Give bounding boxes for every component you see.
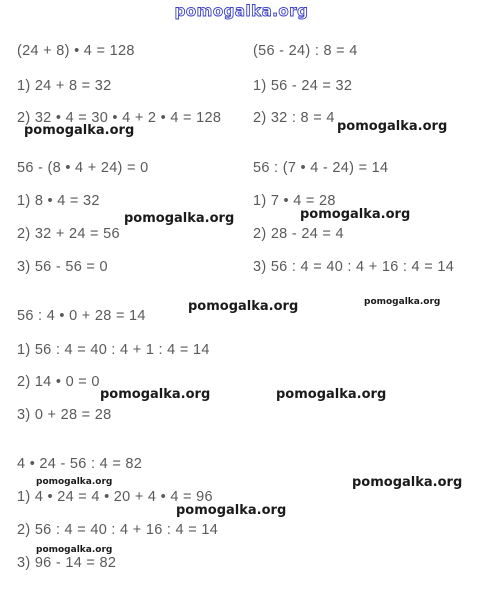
step-a-2: 2) 32 • 4 = 30 • 4 + 2 • 4 = 128 bbox=[17, 110, 222, 126]
expression-a: (24 + 8) • 4 = 128 bbox=[17, 43, 135, 59]
step-e-1: 1) 56 : 4 = 40 : 4 + 1 : 4 = 14 bbox=[17, 342, 210, 358]
watermark: pomogalka.org bbox=[176, 503, 287, 518]
watermark: pomogalka.org bbox=[188, 299, 299, 314]
expression-e: 56 : 4 • 0 + 28 = 14 bbox=[17, 308, 146, 324]
step-d-2: 2) 28 - 24 = 4 bbox=[253, 226, 344, 242]
step-f-1: 1) 4 • 24 = 4 • 20 + 4 • 4 = 96 bbox=[17, 489, 213, 505]
watermark: pomogalka.org bbox=[36, 477, 113, 487]
step-c-1: 1) 8 • 4 = 32 bbox=[17, 193, 100, 209]
step-d-3: 3) 56 : 4 = 40 : 4 + 16 : 4 = 14 bbox=[253, 259, 455, 275]
watermark: pomogalka.org bbox=[124, 211, 235, 226]
watermark: pomogalka.org bbox=[24, 123, 135, 138]
expression-f: 4 • 24 - 56 : 4 = 82 bbox=[17, 456, 143, 472]
watermark: pomogalka.org bbox=[300, 207, 411, 222]
step-c-2: 2) 32 + 24 = 56 bbox=[17, 226, 120, 242]
site-header: pomogalka.org bbox=[174, 2, 309, 20]
watermark: pomogalka.org bbox=[352, 475, 463, 490]
step-f-3: 3) 96 - 14 = 82 bbox=[17, 555, 117, 571]
watermark: pomogalka.org bbox=[276, 387, 387, 402]
step-e-2: 2) 14 • 0 = 0 bbox=[17, 374, 100, 390]
expression-d: 56 : (7 • 4 - 24) = 14 bbox=[253, 160, 389, 176]
watermark: pomogalka.org bbox=[36, 545, 113, 555]
watermark: pomogalka.org bbox=[364, 297, 441, 307]
expression-c: 56 - (8 • 4 + 24) = 0 bbox=[17, 160, 149, 176]
step-c-3: 3) 56 - 56 = 0 bbox=[17, 259, 108, 275]
expression-b: (56 - 24) : 8 = 4 bbox=[253, 43, 358, 59]
step-b-2: 2) 32 : 8 = 4 bbox=[253, 110, 335, 126]
step-d-1: 1) 7 • 4 = 28 bbox=[253, 193, 336, 209]
step-e-3: 3) 0 + 28 = 28 bbox=[17, 407, 112, 423]
step-f-2: 2) 56 : 4 = 40 : 4 + 16 : 4 = 14 bbox=[17, 522, 219, 538]
watermark: pomogalka.org bbox=[100, 387, 211, 402]
step-b-1: 1) 56 - 24 = 32 bbox=[253, 78, 353, 94]
step-a-1: 1) 24 + 8 = 32 bbox=[17, 78, 112, 94]
watermark: pomogalka.org bbox=[337, 119, 448, 134]
